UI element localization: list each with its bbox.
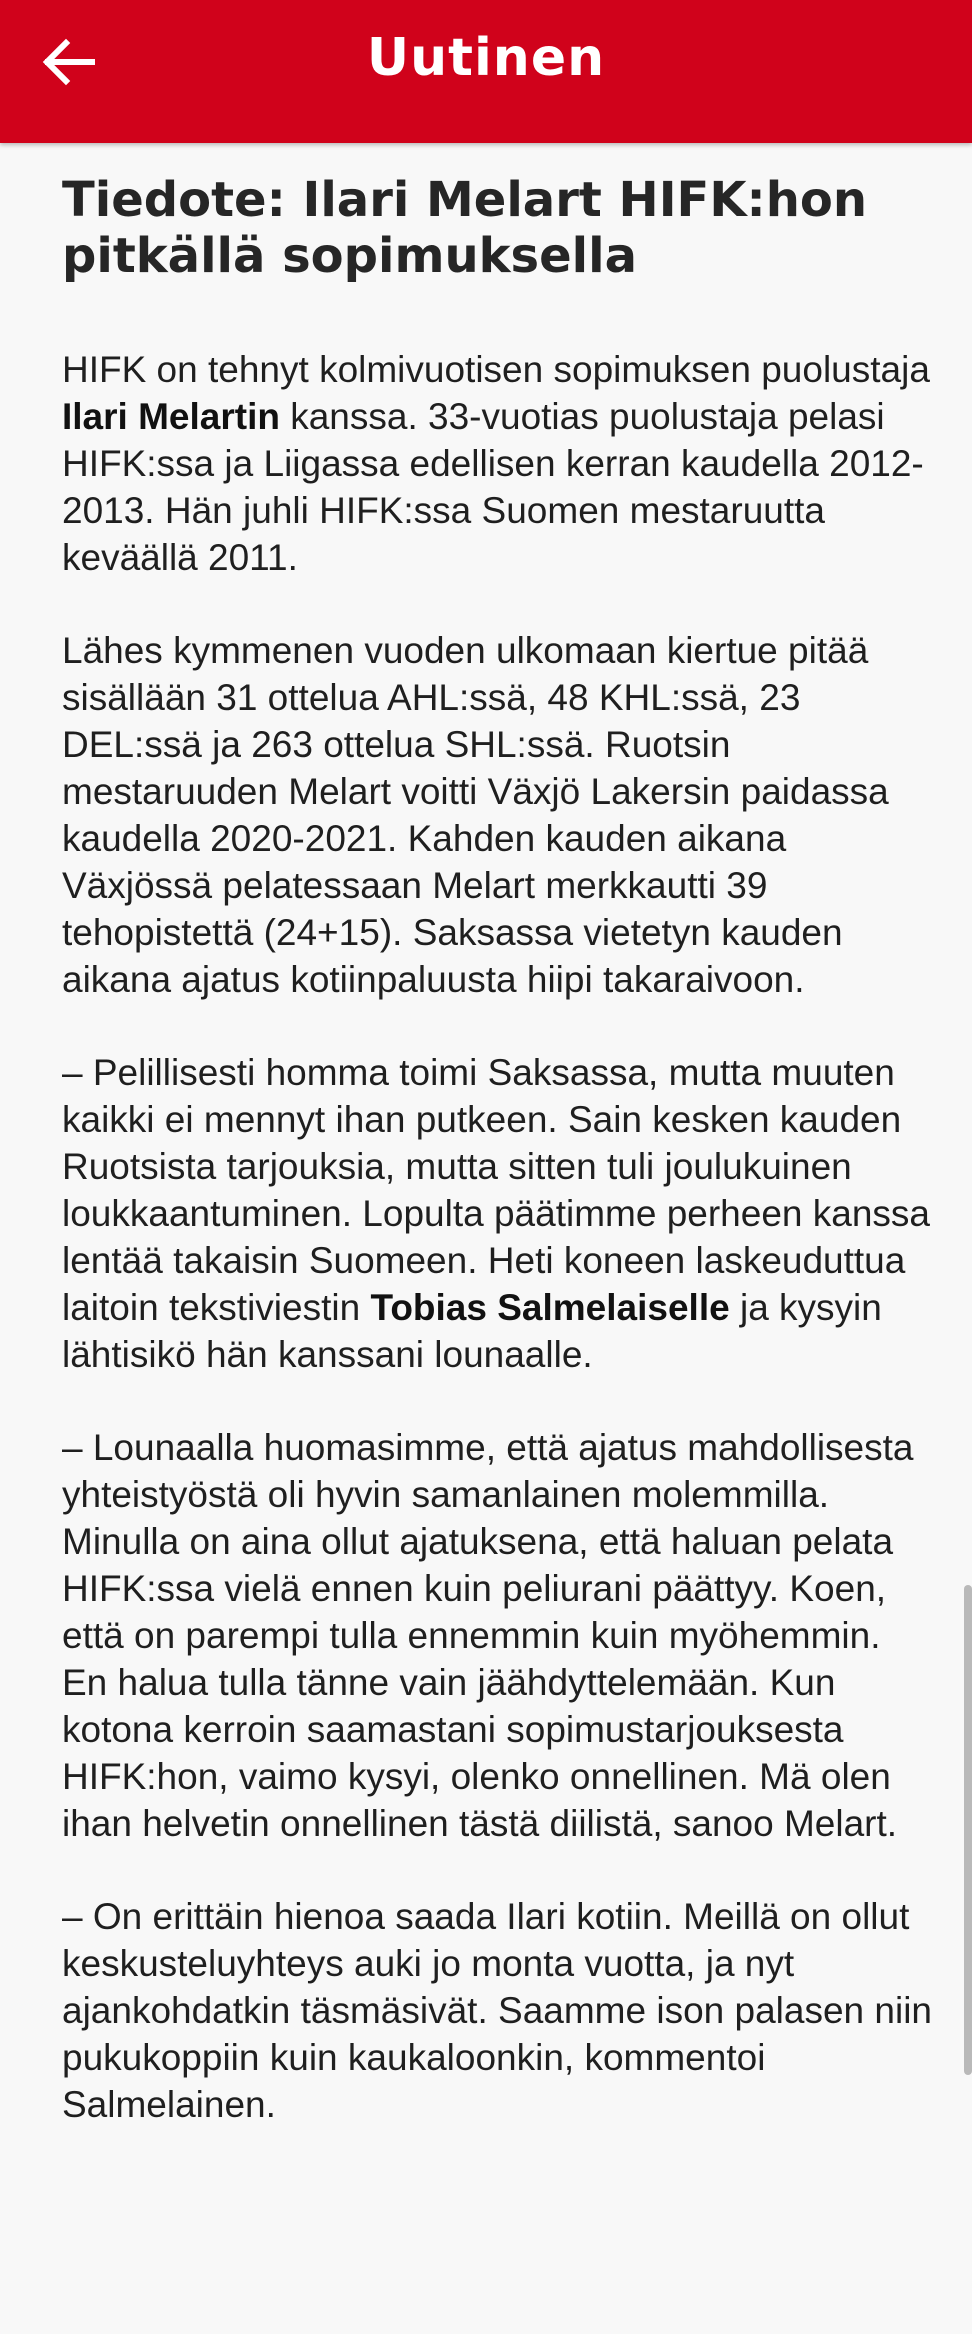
paragraph-text: – Pelillisesti homma toimi Saksassa, mutta muuten kaikki ei mennyt ihan putkeen. Sain kesken kauden Ruotsista tarjouksia, mutta sitten tuli joulukuinen loukkaantuminen. Lopulta päätimme perheen kanssa lentää takaisin Suomeen. Heti koneen laskeuduttua laitoin tekstiviestin	[62, 1052, 931, 1328]
scrollbar-thumb[interactable]	[964, 1585, 972, 2075]
app-bar	[0, 0, 972, 143]
paragraph-text: HIFK on tehnyt kolmivuotisen sopimuksen puolustaja	[62, 349, 930, 390]
article-content	[62, 172, 932, 2174]
player-name-bold: Ilari Melartin	[62, 396, 280, 437]
article-headline: Tiedote: Ilari Melart HIFK:hon pitkällä sopimuksella	[62, 172, 868, 284]
article-paragraph-1	[62, 346, 932, 581]
article-paragraph-2: Lähes kymmenen vuoden ulkomaan kiertue pitää sisällään 31 ottelua AHL:ssä, 48 KHL:ssä, 23 DEL:ssä ja 263 ottelua SHL:ssä. Ruotsin mestaruuden Melart voitti Växjö Lakersin paidassa kaudella 2020-2021. Kahden kauden aikana Växjössä pelatessaan Melart merkkautti 39 tehopistettä (24+15). Saksassa vietetyn kauden aikana ajatus kotiinpaluusta hiipi takaraivoon.	[62, 630, 889, 1000]
paragraph-text: kanssa. 33-vuotias puolustaja pelasi HIFK:ssa ja Liigassa edellisen kerran kaudella 2012-2013. Hän juhli HIFK:ssa Suomen mestaruutta keväällä 2011.	[62, 396, 924, 578]
page-title: Uutinen	[366, 28, 606, 88]
article-paragraph-5: – On erittäin hienoa saada Ilari kotiin. Meillä on ollut keskusteluyhteys auki jo monta vuotta, ja nyt ajankohdatkin täsmäsivät. Saamme ison palasen niin pukukoppiin kuin kaukaloonkin, kommentoi Salmelainen.	[62, 1896, 932, 2125]
person-name-bold: Tobias Salmelaiselle	[370, 1287, 730, 1328]
article-paragraph-4: – Lounaalla huomasimme, että ajatus mahdollisesta yhteistyöstä oli hyvin samanlainen molemmilla. Minulla on aina ollut ajatuksena, että haluan pelata HIFK:ssa vielä ennen kuin peliurani päättyy. Koen, että on parempi tulla ennemmin kuin myöhemmin. En halua tulla tänne vain jäähdyttelemään. Kun kotona kerroin saamastani sopimustarjouksesta HIFK:hon, vaimo kysyi, olenko onnellinen. Mä olen ihan helvetin onnellinen tästä diilistä, sanoo Melart.	[62, 1427, 914, 1844]
article-paragraph-3	[62, 1049, 932, 1378]
paragraph-text: ja kysyin lähtisikö hän kanssani lounaalle.	[62, 1287, 882, 1375]
